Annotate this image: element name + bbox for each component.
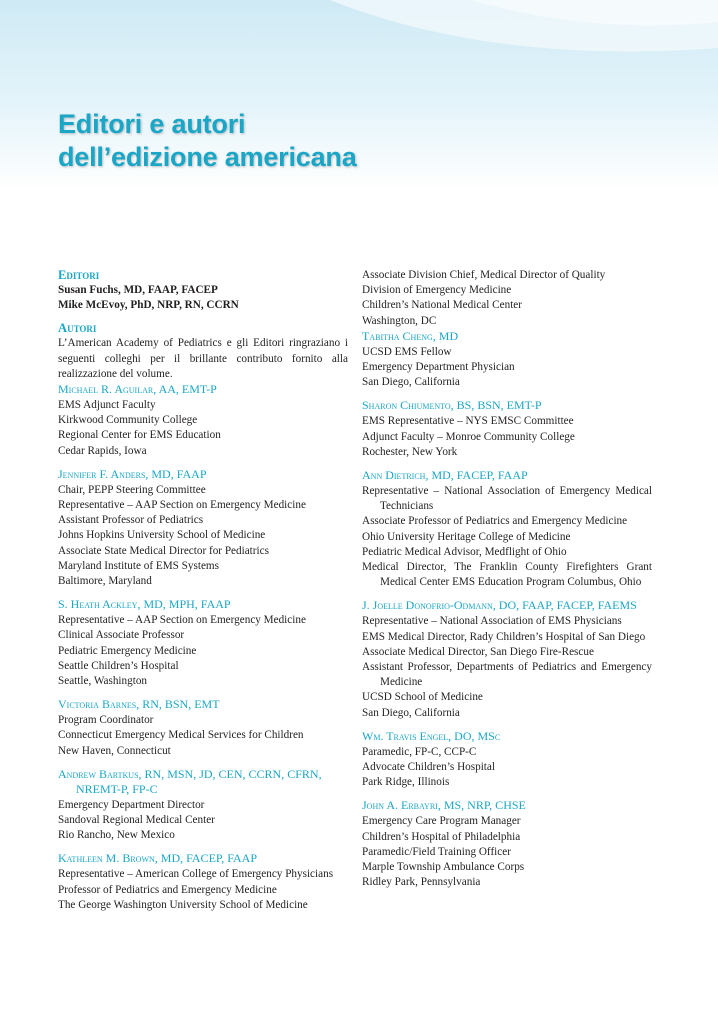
author-detail-line: Associate Medical Director, San Diego Fire-Rescue — [362, 645, 594, 658]
page-title-line-1: Editori e autori — [58, 109, 246, 139]
author-detail-line: Assistant Professor of Pediatrics — [58, 514, 204, 527]
page-title-line-2: dell’edizione americana — [58, 142, 357, 172]
author-name: Ann Dietrich, MD, FACEP, FAAP — [362, 468, 528, 483]
author-entry — [362, 598, 652, 720]
author-detail-line: Representative – American College of Emergency Physicians — [58, 868, 334, 881]
author-name: J. Joelle Donofrio-Odmann, DO, FAAP, FACEP, FAEMS — [362, 598, 637, 613]
author-detail-line: Emergency Care Program Manager — [362, 815, 521, 828]
author-entry — [58, 597, 348, 689]
author-detail-line: Associate Professor of Pediatrics and Emergency Medicine — [362, 515, 628, 528]
author-name: Wm. Travis Engel, DO, MSc — [362, 728, 501, 743]
author-name: Victoria Barnes, RN, BSN, EMT — [58, 697, 220, 712]
author-detail-line: Paramedic, FP-C, CCP-C — [362, 745, 477, 758]
author-detail-line: Pediatric Emergency Medicine — [58, 644, 197, 657]
author-entry — [58, 467, 348, 589]
author-detail-line: Children’s National Medical Center — [362, 299, 523, 312]
editors-heading: Editori — [58, 268, 100, 282]
author-detail-line: Ridley Park, Pennsylvania — [362, 876, 481, 889]
author-name: John A. Erbayri, MS, NRP, CHSE — [362, 798, 526, 813]
author-detail-line: Sandoval Regional Medical Center — [58, 814, 215, 827]
author-detail-line: Paramedic/Field Training Officer — [362, 845, 511, 858]
author-detail-line: Washington, DC — [362, 314, 437, 327]
continued-author-entry — [362, 268, 652, 329]
author-detail-line: New Haven, Connecticut — [58, 744, 171, 757]
author-detail-line: Park Ridge, Illinois — [362, 776, 450, 789]
author-detail-line: Pediatric Medical Advisor, Medflight of Ohio — [362, 545, 567, 558]
author-detail-line: Emergency Department Physician — [362, 361, 515, 374]
author-detail-line: EMS Representative – NYS EMSC Committee — [362, 415, 574, 428]
author-detail-line: Assistant Professor, Departments of Pediatrics and Emergency Medicine — [362, 661, 652, 689]
author-entry — [362, 798, 652, 890]
author-detail-line: Baltimore, Maryland — [58, 575, 152, 588]
right-author-list — [362, 329, 652, 891]
author-detail-line: San Diego, California — [362, 376, 460, 389]
author-detail-line: Emergency Department Director — [58, 798, 205, 811]
author-detail-line: UCSD School of Medicine — [362, 691, 483, 704]
author-entry — [58, 767, 348, 844]
author-detail-line: Advocate Children’s Hospital — [362, 761, 495, 774]
author-detail-line: Johns Hopkins University School of Medicine — [58, 529, 266, 542]
author-detail-line: Medical Director, The Franklin County Firefighters Grant Medical Center EMS Education Program Columbus, Ohio — [362, 561, 652, 589]
right-column — [362, 268, 652, 891]
author-detail-line: Ohio University Heritage College of Medicine — [362, 530, 571, 543]
editor-name: Mike McEvoy, PhD, NRP, RN, CCRN — [58, 299, 239, 312]
author-entry — [58, 851, 348, 913]
authors-intro: L’American Academy of Pediatrics e gli Editori ringraziano i seguenti colleghi per il brillante contributo fornito alla realizzazione del volume. — [58, 337, 348, 380]
author-detail-line: Children’s Hospital of Philadelphia — [362, 830, 521, 843]
author-detail-line: Representative – AAP Section on Emergency Medicine — [58, 614, 306, 627]
author-detail-line: Associate State Medical Director for Pediatrics — [58, 544, 269, 557]
author-name: Tabitha Cheng, MD — [362, 328, 459, 343]
author-detail-line: Marple Township Ambulance Corps — [362, 861, 525, 874]
author-entry — [58, 382, 348, 459]
author-name: Kathleen M. Brown, MD, FACEP, FAAP — [58, 851, 258, 866]
author-name: Andrew Bartkus, RN, MSN, JD, CEN, CCRN, CFRN, NREMT-P, FP-C — [58, 766, 322, 796]
author-detail-line: Program Coordinator — [58, 714, 154, 727]
author-detail-line: Seattle, Washington — [58, 675, 148, 688]
left-column — [58, 268, 348, 913]
author-detail-line: Clinical Associate Professor — [58, 629, 185, 642]
author-detail-line: Division of Emergency Medicine — [362, 284, 512, 297]
author-detail-line: Maryland Institute of EMS Systems — [58, 559, 219, 572]
author-detail-line: Regional Center for EMS Education — [58, 429, 221, 442]
page-title — [58, 108, 357, 174]
author-name: Michael R. Aguilar, AA, EMT-P — [58, 382, 217, 397]
author-entry — [362, 329, 652, 391]
author-detail-line: Rio Rancho, New Mexico — [58, 829, 175, 842]
author-detail-line: The George Washington University School of Medicine — [58, 898, 308, 911]
author-detail-line: Representative – AAP Section on Emergency Medicine — [58, 499, 306, 512]
author-detail-line: UCSD EMS Fellow — [362, 345, 452, 358]
author-detail-line: Professor of Pediatrics and Emergency Medicine — [58, 883, 277, 896]
author-detail-line: EMS Medical Director, Rady Children’s Hospital of San Diego — [362, 630, 646, 643]
author-name: Jennifer F. Anders, MD, FAAP — [58, 466, 207, 481]
author-detail-line: Seattle Children’s Hospital — [58, 659, 179, 672]
author-entry — [362, 398, 652, 460]
author-name: Sharon Chiumento, BS, BSN, EMT-P — [362, 398, 542, 413]
author-detail-line: Associate Division Chief, Medical Director of Quality — [362, 269, 606, 281]
authors-heading: Autori — [58, 321, 97, 336]
author-entry — [58, 697, 348, 759]
author-detail-line: Cedar Rapids, Iowa — [58, 444, 147, 457]
author-detail-line: Representative – National Association of Emergency Medical Technicians — [362, 485, 652, 513]
author-detail-line: EMS Adjunct Faculty — [58, 399, 156, 412]
editor-name: Susan Fuchs, MD, FAAP, FACEP — [58, 284, 218, 296]
author-entry — [362, 729, 652, 791]
left-author-list — [58, 382, 348, 913]
author-detail-line: Chair, PEPP Steering Committee — [58, 483, 206, 496]
author-detail-line: Kirkwood Community College — [58, 414, 198, 427]
author-detail-line: San Diego, California — [362, 706, 460, 719]
author-detail-line: Connecticut Emergency Medical Services for Children — [58, 729, 304, 742]
author-entry — [362, 468, 652, 590]
author-detail-line: Adjunct Faculty – Monroe Community College — [362, 430, 575, 443]
author-detail-line: Representative – National Association of EMS Physicians — [362, 615, 622, 628]
author-name: S. Heath Ackley, MD, MPH, FAAP — [58, 597, 231, 612]
author-detail-line: Rochester, New York — [362, 445, 458, 458]
